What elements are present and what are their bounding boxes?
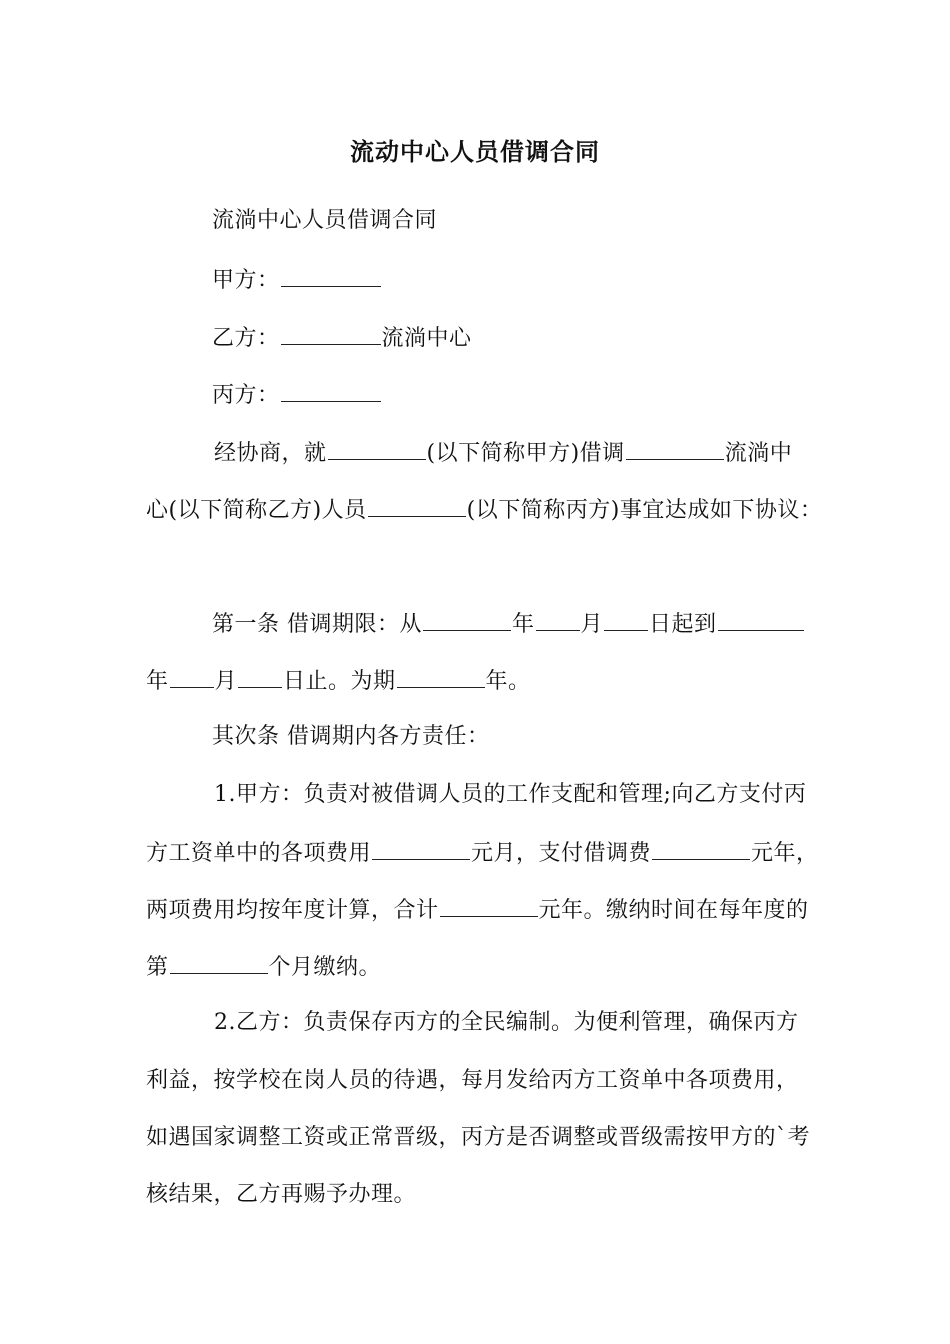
party-b-line <box>212 322 472 354</box>
article-2-heading: 其次条 借调期内各方责任： <box>212 724 490 749</box>
intro-blank-2 <box>626 437 724 460</box>
party-c-line <box>212 379 382 411</box>
end-day-label: 日止。为期 <box>283 669 396 694</box>
item-1-text-d2: 个月缴纳。 <box>268 955 382 980</box>
start-month-blank <box>536 608 580 631</box>
intro-text-5: (以下简称丙方)事宜达成如下协议： <box>466 498 823 523</box>
item-2-line-3: 如遇国家调整工资或正常晋级，丙方是否调整或晋级需按甲方的`考 <box>146 1125 811 1150</box>
end-month-label: 月 <box>214 669 238 694</box>
intro-text-1: 经协商，就 <box>214 441 327 466</box>
party-c-blank <box>281 379 381 402</box>
contract-subtitle: 流淌中心人员借调合同 <box>212 208 438 233</box>
monthly-fee-blank <box>372 837 470 860</box>
duration-blank <box>397 665 485 688</box>
party-a-label: 甲方： <box>212 268 280 293</box>
total-fee-blank <box>440 894 538 917</box>
item-1-line-1: 1.甲方：负责对被借调人员的工作支配和管理;向乙方支付丙 <box>214 782 807 807</box>
payment-month-blank <box>170 951 268 974</box>
end-day-blank <box>238 665 282 688</box>
item-1-text-d1: 第 <box>146 955 169 980</box>
intro-text-3: 流淌中 <box>724 441 793 466</box>
item-1-text-b3: 元年， <box>751 841 819 866</box>
party-b-label: 乙方： <box>212 326 280 351</box>
item-2-line-2: 利益，按学校在岗人员的待遇，每月发给丙方工资单中各项费用， <box>146 1068 799 1093</box>
item-1-text-c1: 两项费用均按年度计算，合计 <box>146 898 439 923</box>
article-1-line-2 <box>146 665 531 697</box>
item-1-text-b2: 元月，支付借调费 <box>471 841 652 866</box>
day-from-label: 日起到 <box>649 612 717 637</box>
party-b-blank <box>281 322 381 345</box>
item-1-text-c2: 元年。缴纳时间在每年度的 <box>538 898 809 923</box>
item-2-line-4: 核结果，乙方再赐予办理。 <box>146 1182 417 1207</box>
end-year-blank <box>718 608 804 631</box>
article-1-line-1 <box>212 608 805 640</box>
intro-line-1 <box>214 437 792 469</box>
start-day-blank <box>604 608 648 631</box>
month-label: 月 <box>580 612 604 637</box>
intro-text-4: 心(以下简称乙方)人员 <box>146 498 367 523</box>
item-1-line-4 <box>146 951 381 983</box>
item-1-text-b1: 方工资单中的各项费用 <box>146 841 372 866</box>
intro-text-2: (以下简称甲方)借调 <box>426 441 625 466</box>
intro-blank-3 <box>368 494 466 517</box>
duration-unit: 年。 <box>485 669 531 694</box>
end-year-label: 年 <box>146 669 169 694</box>
article-1-text: 第一条 借调期限：从 <box>212 612 422 637</box>
intro-line-2 <box>146 494 822 526</box>
party-b-name: 流淌中心 <box>381 326 472 351</box>
start-year-blank <box>423 608 511 631</box>
party-c-label: 丙方： <box>212 383 280 408</box>
party-a-blank <box>281 264 381 287</box>
year-label: 年 <box>512 612 535 637</box>
secondment-fee-blank <box>652 837 750 860</box>
item-1-line-2 <box>146 837 819 869</box>
item-1-line-3 <box>146 894 809 926</box>
party-a-line <box>212 264 382 296</box>
intro-blank-1 <box>328 437 426 460</box>
item-2-line-1: 2.乙方：负责保存丙方的全民编制。为便利管理，确保丙方 <box>214 1010 799 1035</box>
document-title: 流动中心人员借调合同 <box>350 137 600 166</box>
end-month-blank <box>170 665 214 688</box>
